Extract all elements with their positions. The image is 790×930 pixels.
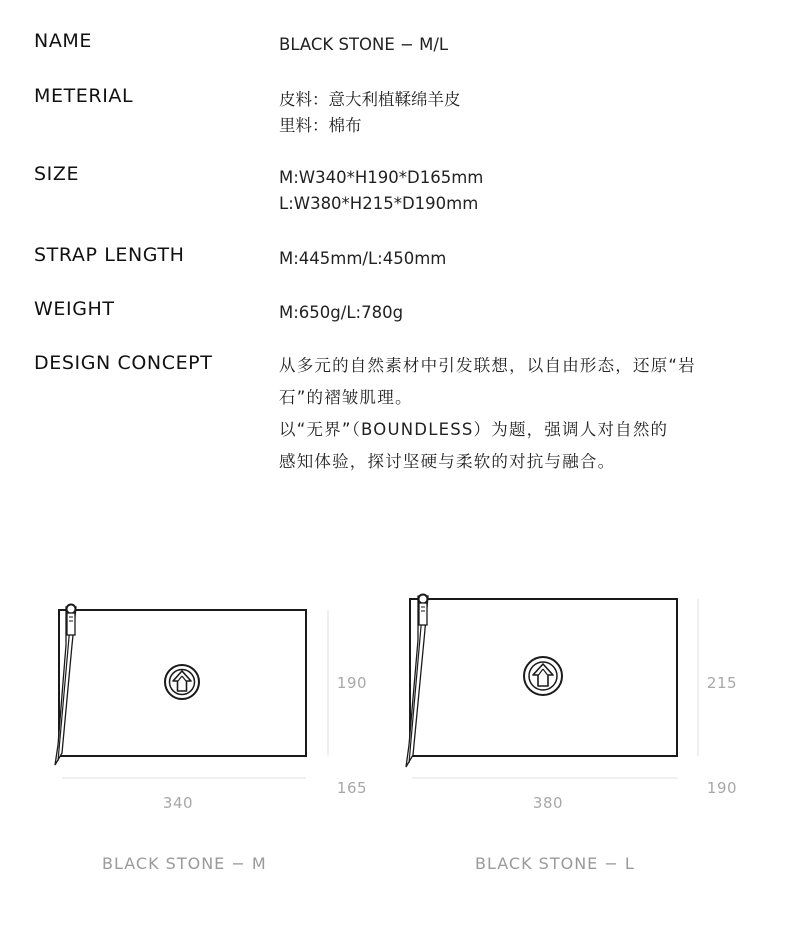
concept-line-1: 从多元的自然素材中引发联想，以自由形态，还原“岩 [279,356,696,375]
strap-value: M:445mm/L:450mm [279,249,447,268]
bag-m-zipper-pull-icon [67,605,76,614]
bag-m-drawing [55,605,367,813]
spec-value-weight [279,300,403,326]
bag-m-logo-icon [165,665,199,699]
bag-l-zipper-pull-icon [419,595,428,604]
bag-l-depth-label: 190 [706,779,738,797]
spec-label-size: SIZE [34,163,80,185]
bag-l-height-label: 215 [706,674,738,692]
caption-m: BLACK STONE − M [102,854,267,873]
concept-text [279,350,749,478]
bag-l-logo-icon [524,657,562,695]
spec-value-name [279,32,448,58]
size-l: L:W380*H215*D190mm [279,194,479,213]
material-lining: 里料：棉布 [279,116,362,135]
name-value: BLACK STONE − M/L [279,35,449,54]
material-outer: 皮料：意大利植鞣绵羊皮 [279,90,461,109]
spec-label-weight: WEIGHT [34,298,115,320]
spec-label-material: METERIAL [34,85,134,107]
bag-l-drawing [406,595,737,813]
spec-value-material [279,87,461,139]
size-m: M:W340*H190*D165mm [279,168,484,187]
bag-m-width-label: 340 [162,794,194,812]
bag-m-depth-label: 165 [336,779,368,797]
bag-m-height-label: 190 [336,674,368,692]
spec-value-size [279,165,483,217]
spec-label-concept: DESIGN CONCEPT [34,352,213,374]
spec-label-strap: STRAP LENGTH [34,244,185,266]
concept-line-2: 石”的褶皱肌理。 [279,388,413,407]
concept-line-3: 以“无界”（BOUNDLESS）为题，强调人对自然的 [279,420,669,439]
weight-value: M:650g/L:780g [279,303,404,322]
caption-l: BLACK STONE − L [475,854,635,873]
spec-label-name: NAME [34,30,93,52]
spec-value-strap [279,246,446,272]
concept-line-4: 感知体验，探讨坚硬与柔软的对抗与融合。 [279,452,616,471]
bag-l-width-label: 380 [532,794,564,812]
bag-diagrams [0,585,790,885]
